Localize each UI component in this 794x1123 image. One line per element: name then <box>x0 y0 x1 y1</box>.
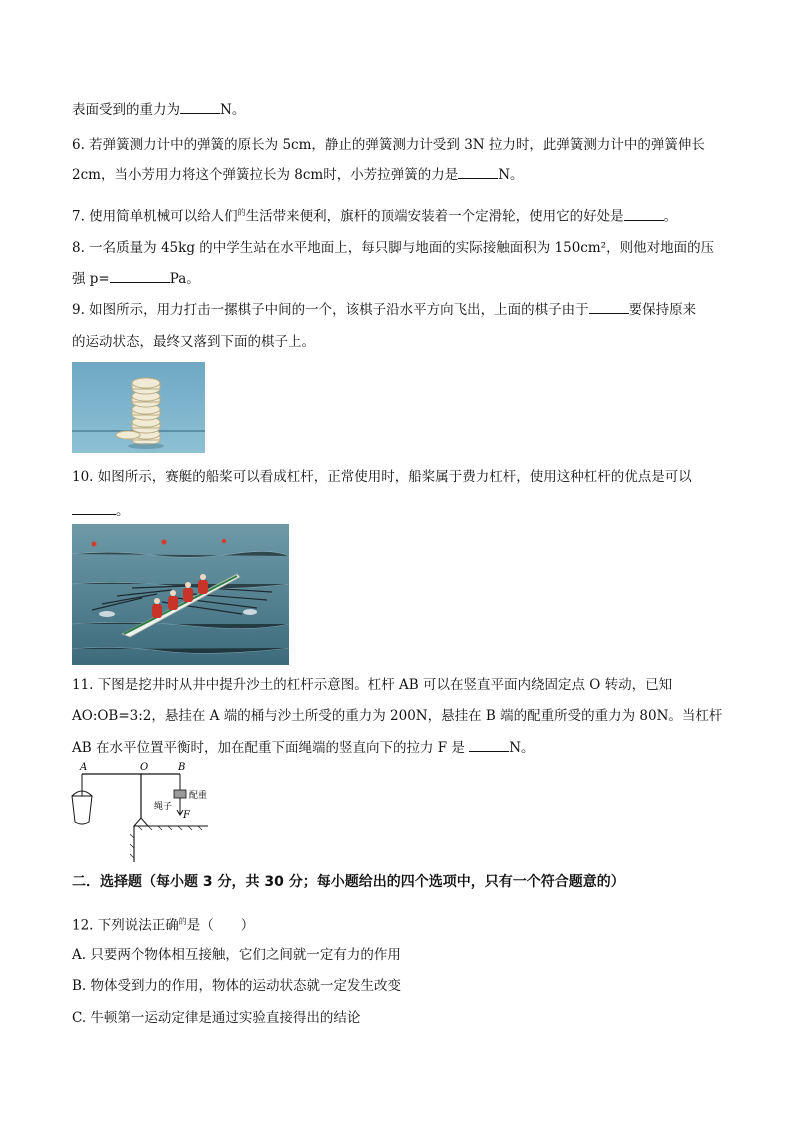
option-a[interactable]: A. 只要两个物体相互接触，它们之间就一定有力的作用 <box>72 947 401 963</box>
question-7 <box>72 203 677 227</box>
answer-blank[interactable] <box>458 164 498 179</box>
question-6-line-1: 6. 若弹簧测力计中的弹簧的原长为 5cm，静止的弹簧测力计受到 3N 拉力时，此弹簧测力计中的弹簧伸长 <box>72 137 705 153</box>
label-o: O <box>140 762 149 773</box>
text: 。 <box>116 503 130 519</box>
text: 表面受到的重力为 <box>72 102 180 118</box>
text: 2cm，当小芳用力将这个弹簧拉长为 8cm时，小芳拉弹簧的力是 <box>72 167 459 183</box>
question-9-line-2: 的运动状态，最终又落到下面的棋子上。 <box>72 334 315 350</box>
text: 生活带来便利，旗杆的顶端安装着一个定滑轮，使用它的好处是 <box>245 208 624 225</box>
option-c[interactable]: C. 牛顿第一运动定律是通过实验直接得出的结论 <box>72 1010 361 1026</box>
rowing-illustration <box>72 524 289 665</box>
label-b: B <box>178 762 186 773</box>
text: 要保持原来 <box>628 302 697 318</box>
question-8-line-1: 8. 一名质量为 45kg 的中学生站在水平地面上，每只脚与地面的实际接触面积为 150cm²，则他对地面的压 <box>72 240 715 256</box>
text: Pa。 <box>169 271 200 287</box>
question-6-line-2 <box>72 164 524 185</box>
question-11-line-3 <box>72 737 535 758</box>
rope-label: 绳子 <box>154 802 173 812</box>
text: N。 <box>509 740 535 756</box>
superscript: 的 <box>178 917 187 926</box>
text: N。 <box>498 167 524 183</box>
question-11-line-1: 11. 下图是挖井时从井中提升沙土的杠杆示意图。杠杆 AB 可以在竖直平面内绕固定点 O 转动，已知 <box>72 677 673 693</box>
question-10-line-1: 10. 如图所示，赛艇的船桨可以看成杠杆，正常使用时，船桨属于费力杠杆，使用这种杠杆的优点是可以 <box>72 469 692 485</box>
bucket-icon <box>72 796 92 824</box>
lever-diagram <box>68 760 218 866</box>
rowing-boat-photo <box>72 524 289 665</box>
text: 7. 使用简单机械可以给人们 <box>72 208 238 225</box>
counterweight-label: 配重 <box>189 791 208 801</box>
answer-blank[interactable] <box>624 206 664 221</box>
section-2-heading: 二．选择题（每小题 3 分，共 30 分；每小题给出的四个选项中，只有一个符合题意的） <box>72 874 625 890</box>
text: 12. 下列说法正确 <box>72 917 179 934</box>
force-label: F <box>183 810 190 821</box>
answer-blank[interactable] <box>589 299 629 314</box>
lever-svg <box>68 760 218 866</box>
option-b[interactable]: B. 物体受到力的作用，物体的运动状态就一定发生改变 <box>72 978 402 994</box>
question-10-line-2 <box>72 500 130 521</box>
answer-blank[interactable] <box>110 268 170 283</box>
text: AB 在水平位置平衡时，加在配重下面绳端的竖直向下的拉力 F 是 <box>72 740 465 756</box>
question-9-line-1 <box>72 299 696 320</box>
text: 9. 如图所示，用力打击一摞棋子中间的一个，该棋子沿水平方向飞出，上面的棋子由于 <box>72 302 589 318</box>
text: N。 <box>220 102 246 118</box>
line-gravity-surface <box>72 99 245 120</box>
text: 是（ ） <box>186 917 255 934</box>
question-11-line-2: AO:OB=3:2，悬挂在 A 端的桶与沙土所受的重力为 200N，悬挂在 B 端的配重所受的重力为 80N。当杠杆 <box>72 708 723 724</box>
question-8-line-2 <box>72 268 200 289</box>
text: 强 p= <box>72 271 110 287</box>
counterweight-block <box>174 790 186 798</box>
checkers-illustration <box>72 362 205 453</box>
answer-blank[interactable] <box>72 500 116 515</box>
label-a: A <box>80 762 88 773</box>
checkers-stack-photo <box>72 362 205 453</box>
answer-blank[interactable] <box>180 99 220 114</box>
text: 。 <box>663 208 678 225</box>
superscript: 的 <box>237 208 246 217</box>
answer-blank[interactable] <box>469 737 509 752</box>
question-12 <box>72 912 254 936</box>
